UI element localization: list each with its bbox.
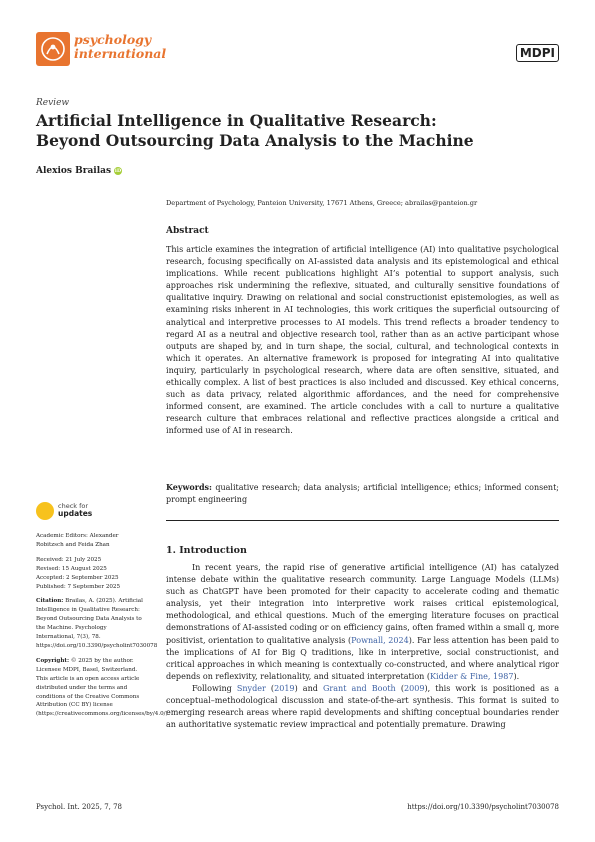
section-heading: 1. Introduction [166,545,247,556]
publisher-logo: MDPI [516,44,559,62]
keywords-label: Keywords: [166,482,213,492]
affiliation: Department of Psychology, Panteion University, 17671 Athens, Greece; abrailas@panteion.gr [166,199,478,207]
date-accepted: Accepted: 2 September 2025 [36,574,119,581]
academic-editors: Academic Editors: Alexander Robitzsch and Feida Zhan [36,533,119,548]
journal-name [74,33,166,61]
abstract-text: This article examines the integration of artificial intelligence (AI) into qualitative psychological research, focusing specifically on AI-assisted data analysis and its epistemological and ethical implications. While recent publications highlight AI’s potential to support analysis, such approaches risk undermining the reflexive, situated, and culturally sensitive foundations of qualitative inquiry. Drawing on relational and social constructionist epistemologies, as well as examining risks inherent in AI technologies, this work critiques the superficial outsourcing of analytical and interpretive processes to AI models. This trend reflects a broader tendency to regard AI as a neutral and objective research tool, rather than as an active participant whose outputs are shaped by, and in turn shape, the social, cultural, and technological contexts in which it operates. An alternative framework is proposed for integrating AI into qualitative inquiry, particularly in psychological research, where data are often sensitive, situated, and ethically complex. A list of best practices is also included and discussed. Key ethical concerns, such as data privacy, related algorithmic affordances, and the need for comprehensive informed consent, are examined. The article concludes with a call to nurture a qualitative research culture that embraces relational and reflective practices alongside a critical and informed use of AI in research. [166,245,559,436]
para2-text-a: Following [192,683,237,693]
footer-journal-citation: Psychol. Int. 2025, 7, 78 [36,803,123,811]
check-updates-label [58,502,92,518]
article-title [36,111,556,151]
copyright-label: Copyright: [36,657,70,664]
citation-link[interactable]: 2009 [403,683,425,693]
para2-text-d: ( [395,683,404,693]
check-updates-line1: check for [58,502,89,510]
copyright [36,657,170,719]
abstract-heading: Abstract [166,226,209,236]
keywords [166,481,559,506]
author-name[interactable]: Alexios Brailas [36,166,112,176]
journal-logo-icon [36,32,70,66]
title-line-1: Artificial Intelligence in Qualitative Research: [36,111,437,130]
citation-label: Citation: [36,598,64,605]
journal-logo [36,32,70,66]
citation [36,597,158,650]
section-divider [166,520,559,521]
check-updates-line2: updates [58,509,93,518]
keywords-text: qualitative research; data analysis; artificial intelligence; ethics; informed consent; prompt engineering [166,483,559,504]
para1-text-c: ). [513,671,520,681]
body-text [166,562,559,731]
citation-link[interactable]: Snyder [236,683,266,693]
date-published: Published: 7 September 2025 [36,583,121,590]
journal-name-line2: international [74,46,167,61]
date-received: Received: 21 July 2025 [36,556,102,563]
article-type: Review [36,98,70,108]
para1-text-a: In recent years, the rapid rise of generative artificial intelligence (AI) has catalyzed intense debate within the qualitative research community. Large Language Models (LLMs) such as ChatGPT have been promoted for their capacity to accelerate coding and thematic analysis, yet their integration into interpretive work raises critical epistemological, methodological, and ethical questions. Much of the emerging literature focuses on practical demonstrations of AI-assisted coding or on efficiency gains, often framed within a small q, more positivist, orientation to qualitative analysis ( [166,563,559,645]
citation-link[interactable]: Kidder & Fine, 1987 [430,671,514,681]
citation-link[interactable]: Grant and Booth [322,683,396,693]
journal-name-line1: psychology [74,32,152,47]
copyright-text: © 2025 by the author. Licensee MDPI, Basel, Switzerland. This article is an open access article distributed under the terms and conditions of the Creative Commons Attribution (CC BY) license (https://creativecommons.org/licenses/by/4.0/). [36,657,170,718]
check-updates-icon [36,502,54,520]
paragraph-1 [166,562,559,683]
date-revised: Revised: 15 August 2025 [36,565,107,572]
author-line [36,166,122,176]
para2-text-c: ) and [294,683,323,693]
check-for-updates-button[interactable] [36,500,131,522]
para1-text-b: ). Far less attention has been paid to the implications of AI for Big Q traditions, like in interpretive, social constructionist, and critical approaches in which meaning is contextually co-constructed, and where analytical rigor depends on reflexivity, relationality, and situated interpretation ( [166,635,559,681]
para2-text-e: ), this work is positioned as a conceptual–methodological discussion and state-of-the-art synthesis. This format is suited to emerging research areas where rapid developments and shifting conceptual boundaries render an authoritative systematic review impractical and potentially premature. Drawing [166,683,559,730]
footer-doi-link[interactable]: https://doi.org/10.3390/psycholint7030078 [407,803,559,811]
orcid-icon[interactable]: iD [114,167,122,174]
paragraph-2 [166,683,559,731]
citation-text: Brailas, A. (2025). Artificial Intelligence in Qualitative Research: Beyond Outsourcing Data Analysis to the Machine. Psychology International, 7(3), 78. https://doi.org/10.3390/psycholint7030078 [36,598,158,649]
citation-link[interactable]: 2019 [274,683,295,693]
para2-text-b: ( [265,683,275,693]
article-info-sidebar [36,532,170,725]
title-line-2: Beyond Outsourcing Data Analysis to the Machine [36,131,474,150]
citation-link[interactable]: Pownall, 2024 [351,635,409,645]
